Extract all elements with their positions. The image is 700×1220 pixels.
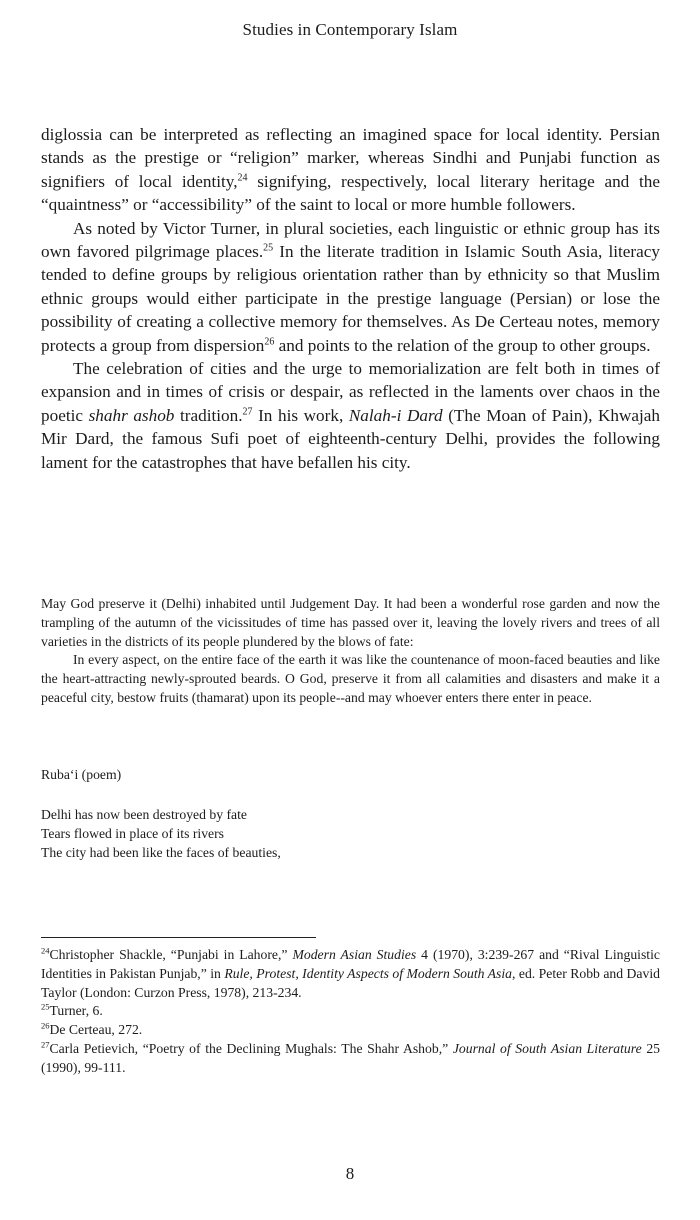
text-segment: Carla Petievich, “Poetry of the Declining Mughals: The Shahr Ashob,” [49, 1040, 453, 1056]
paragraph-1 [41, 123, 660, 217]
text-segment: 4 (1970), 3:239-267 and “Rival Linguistic Identities in Pakistan Punjab,” in [41, 947, 660, 981]
text-segment: signifying, respectively, local literary heritage and the “quaintness” or “accessibility” of the saint to local or more humble followers. [41, 171, 660, 215]
text-segment: , ed. Peter Robb and David Taylor (London: Curzon Press, 1978), 213-234. [41, 965, 660, 1000]
poem-line: The city had been like the faces of beauties, [41, 844, 281, 860]
page-number: 8 [345, 1164, 355, 1183]
text-segment: The celebration of cities and the urge to memorialization are felt both in times of expansion and in times of crisis or despair, as reflected in the laments over chaos in the poetic [41, 359, 660, 425]
footnote-number: 25 [41, 1001, 50, 1012]
footnote-24 [41, 946, 660, 1002]
footnote-27 [41, 1040, 660, 1078]
text-segment: Turner, 6. [49, 1003, 103, 1019]
poem-line: Delhi has now been destroyed by fate [41, 807, 248, 822]
footnote-ref-26[interactable]: 26 [264, 335, 275, 347]
text-segment: As noted by Victor Turner, in plural societies, each linguistic or ethnic group has its own favored pilgrimage places. [41, 218, 660, 262]
text-segment: In the literate tradition in Islamic South Asia, literacy tended to define groups by religious orientation rather than by ethnicity so that Muslim ethnic groups would either participate in the prestige language (Persian) or lose the possibility of creating a collective memory for themselves. As De Certeau notes, memory protects a group from dispersion [41, 242, 660, 355]
footnote-number: 26 [41, 1020, 50, 1031]
text-segment: De Certeau, 272. [49, 1022, 143, 1038]
footnote-divider [41, 937, 316, 938]
footnote-ref-27[interactable]: 27 [242, 406, 253, 418]
poem [41, 806, 281, 862]
text-segment: (The Moan of Pain), Khwajah Mir Dard, the famous Sufi poet of eighteenth-century Delhi, provides the following lament for the catastrophes that have befallen his city. [41, 405, 661, 472]
footnotes [41, 946, 660, 1078]
text-segment: and points to the relation of the group to other groups. [274, 335, 651, 355]
footnote-ref-24[interactable]: 24 [237, 172, 248, 184]
text-segment: tradition. [174, 405, 243, 425]
italic-title: Modern Asian Studies [292, 947, 417, 962]
italic-title: Journal of South Asian Literature [452, 1040, 642, 1056]
text-segment: 25 (1990), 99-111. [41, 1040, 661, 1075]
italic-title: Rule, Protest, Identity Aspects of Modern South Asia [224, 965, 513, 981]
text-segment: In his work, [252, 405, 349, 425]
poem-title: Ruba‘i (poem) [41, 767, 122, 782]
italic-term: shahr ashob [88, 405, 175, 425]
quote-paragraph-1: May God preserve it (Delhi) inhabited until Judgement Day. It had been a wonderful rose garden and now the trampling of the autumn of the vicissitudes of time has passed over it, leaving the lovely rivers and trees of all varieties in the districts of its people plundered by the blows of fate: [41, 596, 660, 649]
running-header: Studies in Contemporary Islam [242, 20, 458, 39]
footnote-number: 24 [41, 945, 50, 956]
text-segment: Christopher Shackle, “Punjabi in Lahore,” [49, 947, 293, 962]
footnote-ref-25[interactable]: 25 [263, 242, 274, 254]
footnote-25 [41, 1002, 660, 1021]
footnote-26 [41, 1021, 660, 1040]
text-segment: diglossia can be interpreted as reflecting an imagined space for local identity. Persian stands as the prestige or “religion” marker, whereas Sindhi and Punjabi function as signifiers of local identity, [41, 125, 660, 191]
quote-paragraph-2: In every aspect, on the entire face of the earth it was like the countenance of moon-faced beauties and like the heart-attracting newly-sprouted beards. O God, preserve it from all calamities and disasters and make it a peaceful city, bestow fruits (thamarat) upon its people--and may whoever enters there enter in peace. [41, 652, 660, 705]
italic-title: Nalah-i Dard [348, 405, 443, 425]
paragraph-2 [41, 217, 660, 357]
footnote-number: 27 [41, 1039, 50, 1050]
body-text [41, 123, 660, 474]
block-quote [41, 595, 660, 708]
poem-line: Tears flowed in place of its rivers [41, 825, 224, 841]
paragraph-3 [41, 357, 660, 474]
